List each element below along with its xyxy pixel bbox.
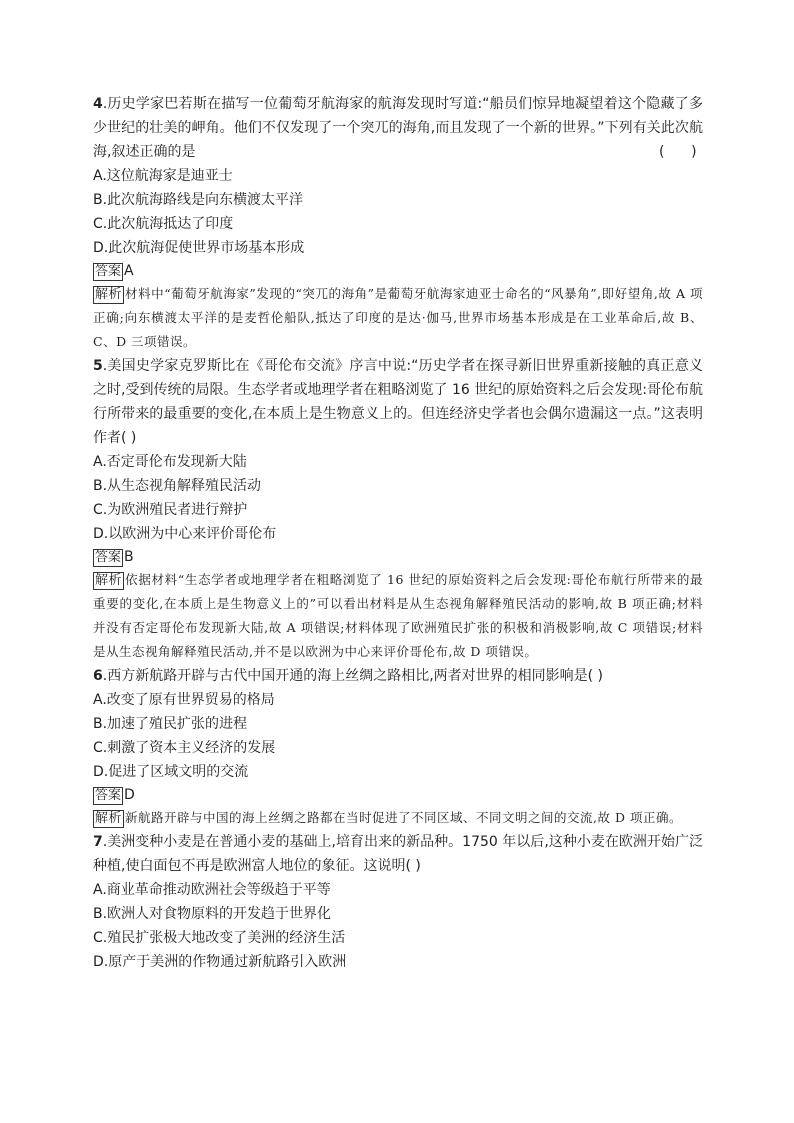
option-c: C.此次航海抵达了印度 [93, 216, 234, 232]
option-c: C.刺激了资本主义经济的发展 [93, 740, 276, 756]
question-6 [93, 664, 703, 830]
explanation-tag: 解析 [95, 811, 123, 826]
explanation [93, 568, 703, 664]
explanation-text: 依据材料“生态学者或地理学者在粗略浏览了 16 世纪的原始资料之后会发现:哥伦布航行所带来的最重要的变化,在本质上是生物意义上的”可以看出材料是从生态视角解释殖民活动的影响,故 B 项正确;材料并没有否定哥伦布发现新大陆,故 A 项错误;材料体现了欧洲殖民扩张的积极和消极影响,故 C 项错误;材料是从生态视角解释殖民活动,并不是以欧洲为中心来评价哥伦布,故 D 项错误。 [93, 572, 703, 659]
question-number: 4 [93, 96, 103, 112]
question-text: .美国史学家克罗斯比在《哥伦布交流》序言中说:“历史学者在探寻新旧世界重新接触的真正意义之时,受到传统的局限。生态学者或地理学者在粗略浏览了 16 世纪的原始资料之后会发现:哥伦布航行所带来的最重要的变化,在本质上是生物意义上的。但连经济史学者也会偶尔遗漏这一点。”这表明作者( ) [93, 358, 703, 446]
question-number: 6 [93, 668, 103, 684]
question-stem [93, 354, 703, 450]
option-a: A.改变了原有世界贸易的格局 [93, 692, 275, 708]
question-number: 5 [93, 358, 103, 374]
answer-line [93, 784, 703, 806]
explanation [93, 282, 703, 354]
answer-line [93, 546, 703, 568]
option-a: A.商业革命推动欧洲社会等级趋于平等 [93, 882, 331, 898]
question-7 [93, 830, 703, 974]
option-a: A.否定哥伦布发现新大陆 [93, 454, 247, 470]
option-d: D.此次航海促使世界市场基本形成 [93, 240, 305, 256]
answer-value: A [124, 263, 134, 279]
answer-tag: 答案 [95, 788, 122, 803]
exam-page [93, 92, 703, 974]
question-stem [93, 830, 703, 878]
option-b: B.此次航海路线是向东横渡太平洋 [93, 192, 304, 208]
option-c: C.为欧洲殖民者进行辩护 [93, 502, 248, 518]
option-d: D.原产于美洲的作物通过新航路引入欧洲 [93, 954, 347, 970]
answer-tag: 答案 [95, 550, 122, 565]
option-b: B.从生态视角解释殖民活动 [93, 478, 262, 494]
answer-blank: ( ) [659, 144, 697, 160]
question-4 [93, 92, 703, 354]
explanation-text: 材料中“葡萄牙航海家”发现的“突兀的海角”是葡萄牙航海家迪亚士命名的“风暴角”,即好望角,故 A 项正确;向东横渡太平洋的是麦哲伦船队,抵达了印度的是达·伽马,世界市场基本形成是在工业革命后,故 B、C、D 三项错误。 [93, 286, 703, 349]
question-stem [93, 664, 703, 688]
explanation-tag: 解析 [95, 573, 123, 588]
answer-value: D [124, 787, 135, 803]
answer-value: B [124, 549, 134, 565]
explanation-tag: 解析 [95, 287, 123, 302]
option-b: B.加速了殖民扩张的进程 [93, 716, 248, 732]
answer-line [93, 260, 703, 282]
explanation [93, 806, 703, 830]
explanation-text: 新航路开辟与中国的海上丝绸之路都在当时促进了不同区域、不同文明之间的交流,故 D 项正确。 [125, 810, 682, 825]
option-a: A.这位航海家是迪亚士 [93, 168, 233, 184]
answer-tag: 答案 [95, 264, 122, 279]
option-d: D.促进了区域文明的交流 [93, 764, 249, 780]
option-d: D.以欧洲为中心来评价哥伦布 [93, 526, 277, 542]
question-5 [93, 354, 703, 664]
question-number: 7 [93, 834, 103, 850]
question-text: .历史学家巴若斯在描写一位葡萄牙航海家的航海发现时写道:“船员们惊异地凝望着这个隐藏了多少世纪的壮美的岬角。他们不仅发现了一个突兀的海角,而且发现了一个新的世界。”下列有关此次航海,叙述正确的是 [93, 96, 703, 160]
option-b: B.欧洲人对食物原料的开发趋于世界化 [93, 906, 332, 922]
question-text: .美洲变种小麦是在普通小麦的基础上,培育出来的新品种。1750 年以后,这种小麦在欧洲开始广泛种植,使白面包不再是欧洲富人地位的象征。这说明( ) [93, 834, 703, 874]
option-c: C.殖民扩张极大地改变了美洲的经济生活 [93, 930, 346, 946]
question-text: .西方新航路开辟与古代中国开通的海上丝绸之路相比,两者对世界的相同影响是( ) [102, 668, 604, 684]
question-stem [93, 92, 703, 164]
